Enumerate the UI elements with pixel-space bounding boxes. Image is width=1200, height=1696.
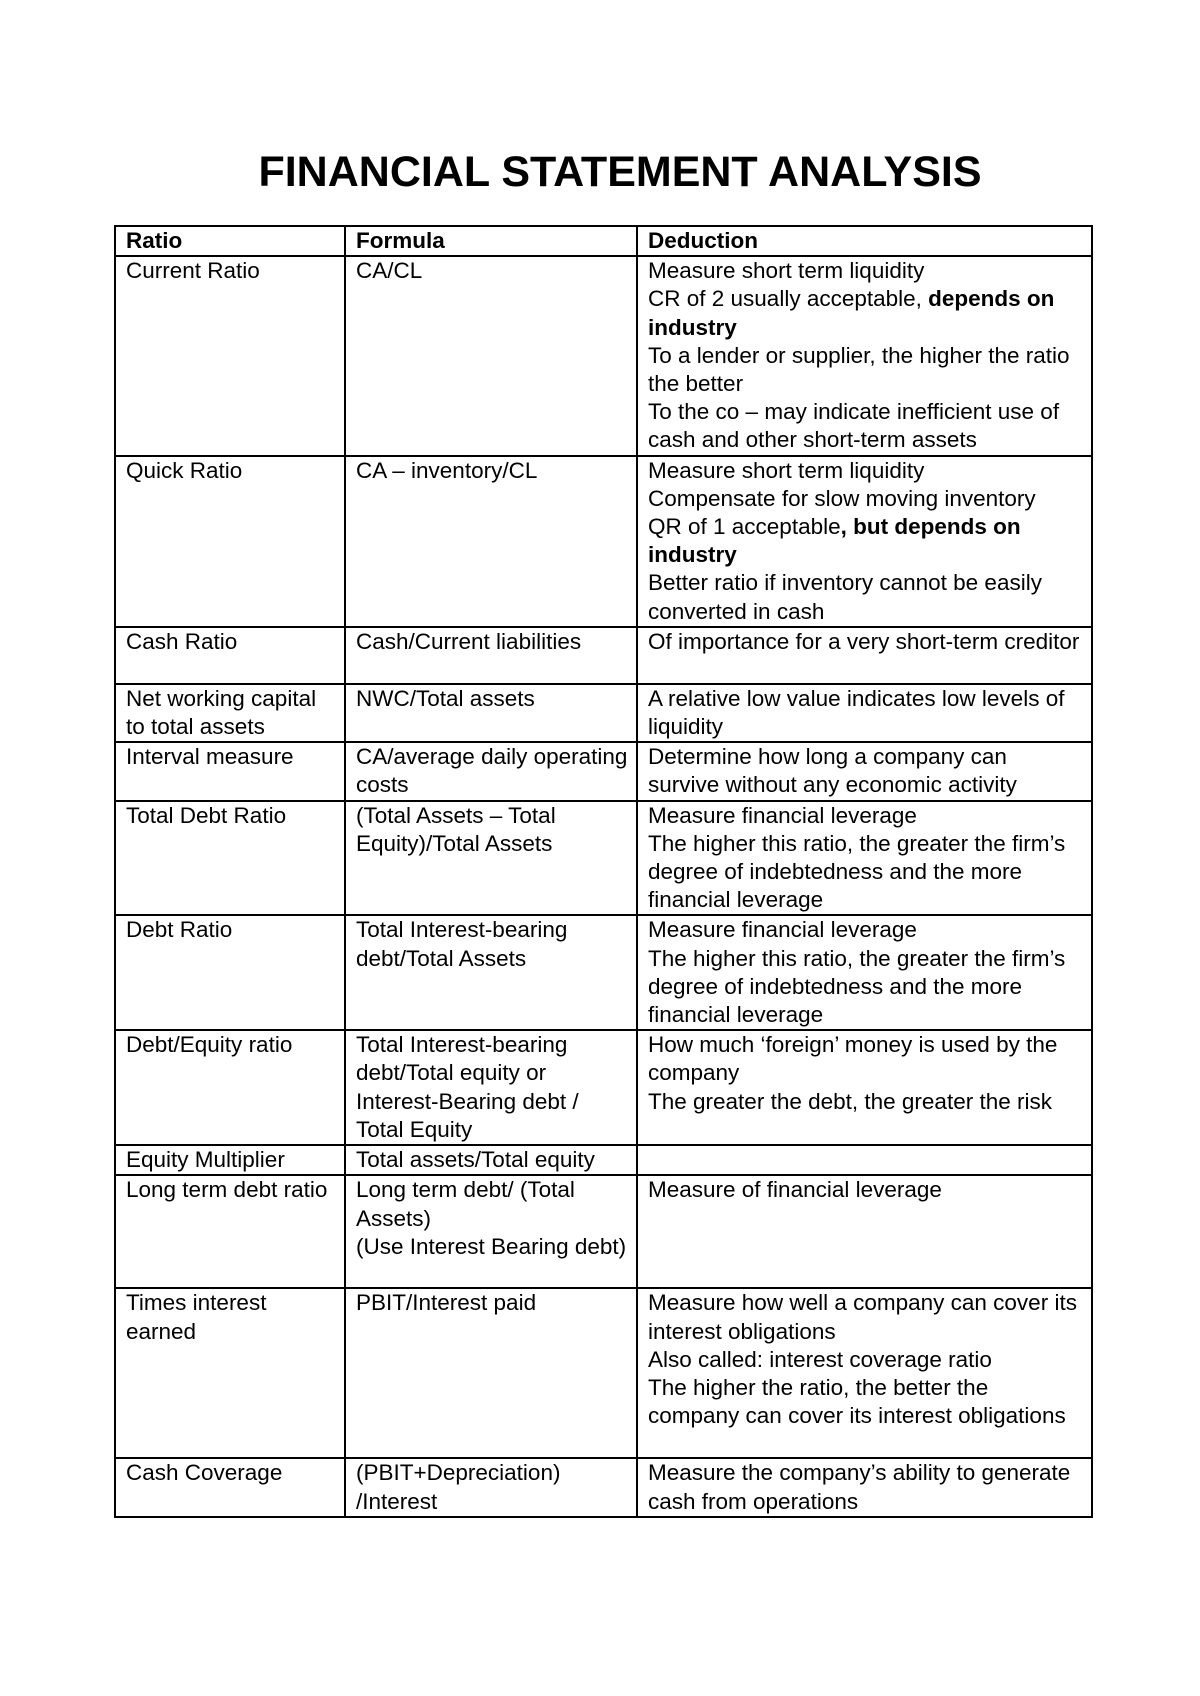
ratio-cell: Debt/Equity ratio xyxy=(115,1030,345,1145)
table-row xyxy=(115,1175,1092,1288)
deduction-line: The higher the ratio, the better the company can cover its interest obligations xyxy=(648,1374,1066,1429)
deduction-line: To the co – may indicate inefficient use of cash and other short-term assets xyxy=(648,399,1060,453)
deduction-line xyxy=(648,513,1083,569)
formula-cell: Total Interest-bearing debt/Total equity or Interest-Bearing debt / Total Equity xyxy=(345,1030,637,1145)
ratio-cell: Interval measure xyxy=(115,742,345,800)
formula-cell: Total Interest-bearing debt/Total Assets xyxy=(345,915,637,1030)
deduction-cell: Of importance for a very short-term creditor xyxy=(637,627,1092,684)
deduction-line: Measure financial leverage xyxy=(648,802,917,828)
ratio-cell: Cash Ratio xyxy=(115,627,345,684)
formula-line: (PBIT+Depreciation) xyxy=(356,1460,561,1486)
formula-cell xyxy=(345,1175,637,1288)
deduction-text: QR of 1 acceptable xyxy=(648,514,841,540)
formula-cell: CA/average daily operating costs xyxy=(345,742,637,800)
table-row xyxy=(115,742,1092,800)
column-header-formula: Formula xyxy=(345,226,637,256)
ratio-cell: Quick Ratio xyxy=(115,456,345,627)
deduction-line xyxy=(648,285,1083,341)
deduction-cell: Measure the company’s ability to generate cash from operations xyxy=(637,1458,1092,1516)
column-header-ratio: Ratio xyxy=(115,226,345,256)
deduction-cell xyxy=(637,256,1092,455)
ratio-table xyxy=(114,225,1093,1518)
ratio-cell: Current Ratio xyxy=(115,256,345,455)
deduction-text: CR of 2 usually acceptable, xyxy=(648,286,929,312)
deduction-line: How much ‘foreign’ money is used by the company xyxy=(648,1032,1058,1086)
formula-cell: CA – inventory/CL xyxy=(345,456,637,627)
deduction-emphasis: , but depends on industry xyxy=(648,514,1021,568)
deduction-cell: Determine how long a company can survive without any economic activity xyxy=(637,742,1092,800)
table-row xyxy=(115,1458,1092,1516)
formula-cell: Total assets/Total equity xyxy=(345,1145,637,1175)
deduction-cell xyxy=(637,915,1092,1030)
formula-line: /Interest xyxy=(356,1488,438,1514)
deduction-cell xyxy=(637,1030,1092,1145)
table-row xyxy=(115,456,1092,627)
ratio-cell: Debt Ratio xyxy=(115,915,345,1030)
deduction-cell: Measure of financial leverage xyxy=(637,1175,1092,1288)
deduction-line: Measure short term liquidity xyxy=(648,258,925,284)
formula-line: (Use Interest Bearing debt) xyxy=(356,1233,627,1259)
table-row xyxy=(115,627,1092,684)
formula-cell xyxy=(345,1458,637,1516)
table-row xyxy=(115,915,1092,1030)
column-header-deduction: Deduction xyxy=(637,226,1092,256)
ratio-cell: Equity Multiplier xyxy=(115,1145,345,1175)
formula-cell: PBIT/Interest paid xyxy=(345,1288,637,1458)
deduction-line: Measure short term liquidity xyxy=(648,457,925,483)
deduction-line: Measure financial leverage xyxy=(648,917,917,943)
ratio-cell: Net working capital to total assets xyxy=(115,684,345,742)
deduction-line: Also called: interest coverage ratio xyxy=(648,1346,992,1372)
table-header-row xyxy=(115,226,1092,256)
deduction-line: Compensate for slow moving inventory xyxy=(648,485,1036,511)
deduction-cell xyxy=(637,456,1092,627)
table-row xyxy=(115,684,1092,742)
deduction-cell: A relative low value indicates low levels of liquidity xyxy=(637,684,1092,742)
deduction-line: The greater the debt, the greater the risk xyxy=(648,1088,1052,1114)
formula-cell: CA/CL xyxy=(345,256,637,455)
deduction-line: To a lender or supplier, the higher the ratio the better xyxy=(648,342,1070,397)
deduction-line: Better ratio if inventory cannot be easily converted in cash xyxy=(648,570,1042,624)
table-row xyxy=(115,1145,1092,1175)
deduction-cell xyxy=(637,801,1092,916)
formula-cell: NWC/Total assets xyxy=(345,684,637,742)
deduction-cell xyxy=(637,1288,1092,1458)
ratio-cell: Long term debt ratio xyxy=(115,1175,345,1288)
deduction-line: The higher this ratio, the greater the firm’s degree of indebtedness and the more financial leverage xyxy=(648,830,1066,913)
deduction-cell xyxy=(637,1145,1092,1175)
deduction-emphasis: depends on industry xyxy=(648,286,1055,340)
ratio-cell: Cash Coverage xyxy=(115,1458,345,1516)
formula-line: Long term debt/ (Total Assets) xyxy=(356,1177,575,1231)
table-row xyxy=(115,1030,1092,1145)
ratio-cell: Times interest earned xyxy=(115,1288,345,1458)
deduction-line: The higher this ratio, the greater the firm’s degree of indebtedness and the more financial leverage xyxy=(648,945,1066,1028)
ratio-cell: Total Debt Ratio xyxy=(115,801,345,916)
page-title: FINANCIAL STATEMENT ANALYSIS xyxy=(258,148,982,196)
table-row xyxy=(115,801,1092,916)
deduction-line: Measure how well a company can cover its interest obligations xyxy=(648,1290,1077,1344)
table-row xyxy=(115,256,1092,455)
formula-cell: Cash/Current liabilities xyxy=(345,627,637,684)
table-row xyxy=(115,1288,1092,1458)
formula-cell: (Total Assets – Total Equity)/Total Assets xyxy=(345,801,637,916)
